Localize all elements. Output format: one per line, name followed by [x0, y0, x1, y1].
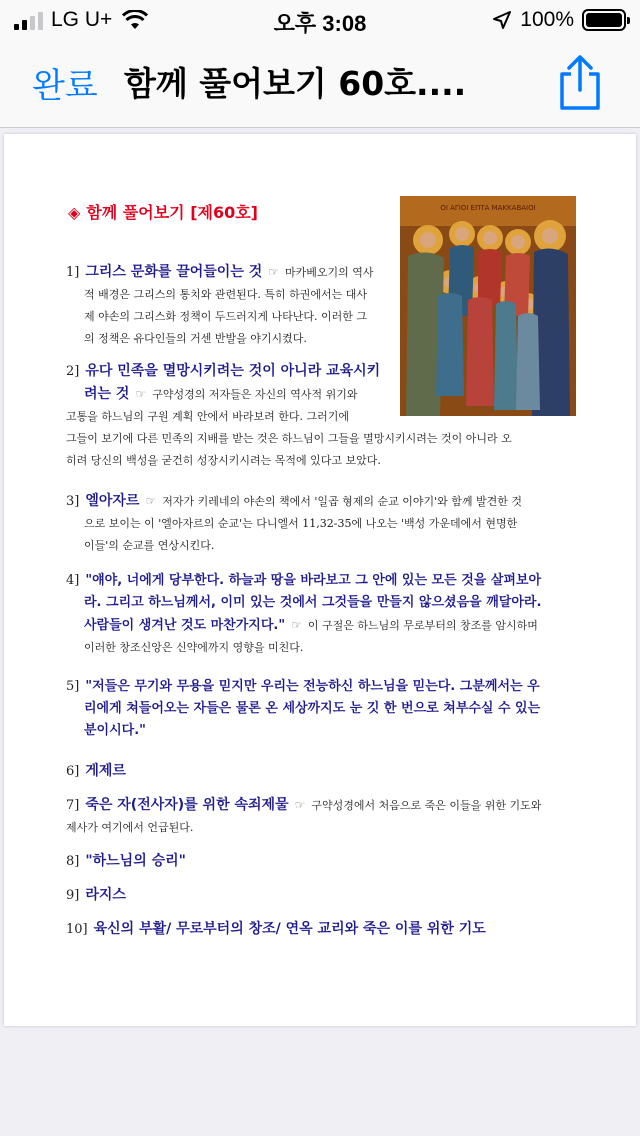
carrier-label: LG U+ — [51, 8, 113, 31]
item-text: 마카베오기의 역사 — [285, 266, 374, 279]
item-number: 3] — [66, 494, 80, 509]
item-keyword: 려는 것 — [84, 386, 130, 402]
item-text: 저자가 키레네의 야손의 책에서 '일곱 형제의 순교 이야기'와 함께 발견한 것 — [162, 495, 523, 508]
item-text: 의 정책은 유다인들의 거센 반발을 야기시켰다. — [84, 332, 307, 345]
navigation-bar — [0, 40, 640, 128]
list-item — [66, 360, 512, 472]
share-icon — [554, 54, 606, 112]
item-keyword: 사람들이 생겨난 것도 마찬가지다." — [84, 618, 286, 633]
item-number: 6] — [66, 764, 80, 779]
item-keyword: "얘야, 너에게 당부한다. 하늘과 땅을 바라보고 그 안에 있는 모든 것을 살펴보아 — [85, 573, 542, 588]
list-item — [66, 884, 126, 907]
list-item — [66, 918, 486, 941]
item-number: 1] — [66, 265, 80, 280]
list-item — [66, 490, 522, 557]
item-keyword: "하느님의 승리" — [85, 853, 186, 869]
status-right — [492, 8, 626, 32]
item-text: 적 배경은 그리스의 통치와 관련된다. 특히 하권에서는 대사 — [84, 288, 367, 301]
item-text: 고통을 하느님의 구원 계획 안에서 바라보려 한다. 그러기에 — [66, 410, 349, 423]
icon-inscription: ΟΙ ΑΓΙΟΙ ΕΠΤΑ ΜΑΚΚΑΒΑΙΟΙ — [440, 204, 536, 212]
status-bar — [0, 0, 640, 40]
item-keyword: 육신의 부활/ 무로부터의 창조/ 연옥 교리와 죽은 이를 위한 기도 — [93, 921, 486, 937]
document-viewer[interactable] — [0, 129, 640, 1136]
item-number: 4] — [66, 573, 80, 588]
item-keyword: 리에게 쳐들어오는 자들은 물론 온 세상까지도 눈 깃 한 번으로 쳐부수실 수 있는 — [84, 701, 541, 716]
item-keyword: 그리스 문화를 끌어들이는 것 — [85, 264, 263, 280]
item-text: 제사가 여기에서 언급된다. — [66, 821, 194, 834]
list-item — [66, 760, 126, 783]
share-button[interactable] — [554, 54, 606, 112]
clock: 오후 3:08 — [273, 11, 367, 36]
item-text: 제 야손의 그리스화 정책이 두드러지게 나타난다. 이러한 그 — [84, 310, 367, 323]
item-text: 이러한 창조신앙은 신약에까지 영향을 미친다. — [84, 641, 304, 654]
item-keyword: 유다 민족을 멸망시키려는 것이 아니라 교육시키 — [85, 363, 381, 379]
battery-percent: 100% — [520, 8, 574, 31]
list-item — [66, 570, 541, 659]
item-text: 히려 당신의 백성을 굳건히 성장시키시려는 목적에 있다고 보았다. — [66, 454, 381, 467]
list-item — [66, 850, 186, 873]
pointing-hand-icon: ☞ — [145, 494, 157, 508]
item-text: 이 구절은 하느님의 무로부터의 창조를 암시하며 — [307, 619, 538, 632]
item-text: 이들'의 순교를 연상시킨다. — [84, 539, 215, 552]
location-arrow-icon — [492, 10, 512, 30]
item-number: 10] — [66, 922, 88, 937]
battery-icon — [582, 9, 626, 31]
item-keyword: "저들은 무기와 무용을 믿지만 우리는 전능하신 하느님을 믿는다. 그분께서는 우 — [85, 679, 540, 694]
item-keyword: 게제르 — [85, 763, 126, 779]
item-number: 7] — [66, 798, 80, 813]
item-keyword: 엘아자르 — [85, 493, 140, 509]
item-keyword: 라. 그리고 하느님께서, 이미 있는 것에서 그것들을 만들지 않으셨음을 깨달아라. — [84, 595, 542, 610]
list-item — [66, 794, 541, 839]
item-text: 구약성경의 저자들은 자신의 역사적 위기와 — [152, 388, 358, 401]
item-number: 8] — [66, 854, 80, 869]
item-keyword: 분이시다." — [84, 723, 146, 738]
item-keyword: 죽은 자(전사자)를 위한 속죄제물 — [85, 797, 289, 813]
document-page — [4, 134, 636, 1026]
document-heading — [68, 200, 258, 223]
pointing-hand-icon: ☞ — [291, 618, 302, 632]
list-item — [66, 676, 540, 742]
list-item — [66, 261, 398, 350]
item-number: 2] — [66, 364, 80, 379]
item-text: 구약성경에서 처음으로 죽은 이들을 위한 기도와 — [311, 799, 542, 812]
item-keyword: 라지스 — [85, 887, 126, 903]
item-number: 5] — [66, 679, 80, 694]
heading-text: 함께 풀어보기 [제60호] — [86, 203, 258, 222]
item-text: 그들이 보기에 다른 민족의 지배를 받는 것은 하느님이 그들을 멸망시키시려는 것이 아니라 오 — [66, 432, 512, 445]
pointing-hand-icon: ☞ — [268, 265, 280, 279]
item-number: 9] — [66, 888, 80, 903]
diamond-icon: ◈ — [68, 203, 81, 222]
document-title: 함께 풀어보기 60호.... — [124, 64, 467, 103]
pointing-hand-icon: ☞ — [294, 798, 306, 812]
battery-fill — [586, 13, 622, 27]
done-button[interactable]: 완료 — [32, 58, 98, 107]
item-text: 으로 보이는 이 '엘아자르의 순교'는 다니엘서 11,32-35에 나오는 '백성 가운데에서 현명한 — [84, 517, 518, 530]
pointing-hand-icon: ☞ — [135, 387, 147, 401]
